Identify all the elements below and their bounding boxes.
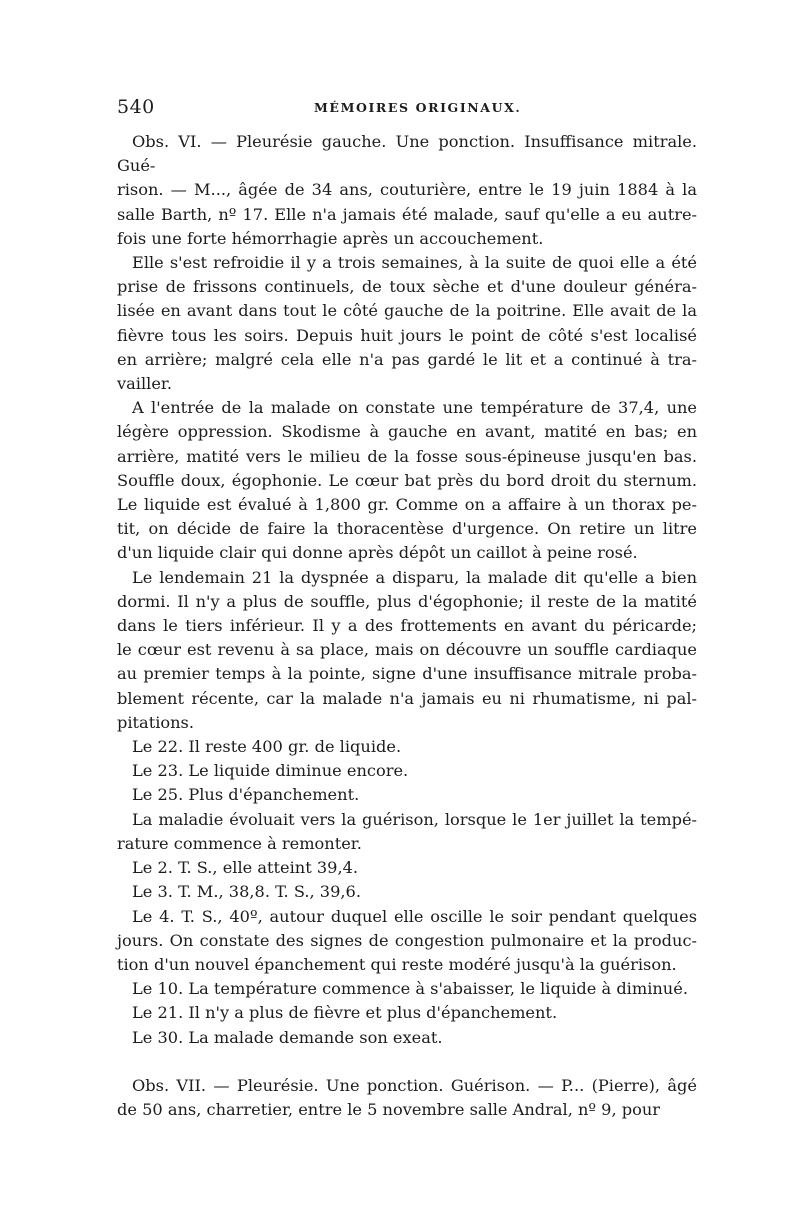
text-line: A l'entrée de la malade on constate une température de 37,4, une — [132, 398, 697, 418]
text-line: Souffle doux, égophonie. Le cœur bat près du bord droit du sternum. — [117, 470, 697, 490]
text-line: tion d'un nouvel épanchement qui reste modéré jusqu'à la guérison. — [117, 954, 677, 974]
text-line: jours. On constate des signes de congestion pulmonaire et la produc- — [117, 930, 697, 950]
text-line: dormi. Il n'y a plus de souffle, plus d'égophonie; il reste de la matité — [117, 591, 697, 611]
text-line: Le lendemain 21 la dyspnée a disparu, la malade dit qu'elle a bien — [132, 567, 697, 587]
text-line: Le 23. Le liquide diminue encore. — [132, 761, 409, 781]
paragraph — [117, 735, 697, 759]
paragraph — [117, 1001, 697, 1025]
text-line: Le 21. Il n'y a plus de fièvre et plus d'épanchement. — [132, 1003, 558, 1023]
text-line: au premier temps à la pointe, signe d'une insuffisance mitrale proba- — [117, 664, 697, 684]
text-line: rature commence à remonter. — [117, 833, 362, 853]
paragraph — [117, 396, 697, 565]
section-gap — [117, 1050, 697, 1074]
paragraph — [117, 1026, 697, 1050]
text-line: vailler. — [117, 374, 173, 394]
paragraph — [117, 880, 697, 904]
text-line: Le liquide est évalué à 1,800 gr. Comme on a affaire à un thorax pe- — [117, 495, 697, 515]
text-line: de 50 ans, charretier, entre le 5 novembre salle Andral, nº 9, pour — [117, 1099, 661, 1119]
observation-6 — [117, 130, 697, 251]
paragraph — [117, 856, 697, 880]
text-line: Le 10. La température commence à s'abaisser, le liquide à diminué. — [132, 979, 688, 999]
text-line: le cœur est revenu à sa place, mais on découvre un souffle cardiaque — [117, 640, 697, 660]
text-line: salle Barth, nº 17. Elle n'a jamais été malade, sauf qu'elle a eu autre- — [117, 204, 697, 224]
observation-6-body — [117, 251, 697, 1050]
text-line: pitations. — [117, 712, 195, 732]
text-line: d'un liquide clair qui donne après dépôt un caillot à peine rosé. — [117, 543, 638, 563]
text-line: légère oppression. Skodisme à gauche en avant, matité en bas; en — [117, 422, 697, 442]
observation-6-heading-paragraph — [117, 130, 697, 251]
paragraph — [117, 783, 697, 807]
text-line: arrière, matité vers le milieu de la fosse sous-épineuse jusqu'en bas. — [117, 446, 697, 466]
text-line: en arrière; malgré cela elle n'a pas gardé le lit et a continué à tra- — [117, 349, 697, 369]
page-number: 540 — [117, 96, 155, 118]
text-line: tit, on décide de faire la thoracentèse d'urgence. On retire un litre — [117, 519, 697, 539]
text-line: La maladie évoluait vers la guérison, lorsque le 1er juillet la tempé- — [132, 809, 697, 829]
text-line: Elle s'est refroidie il y a trois semaines, à la suite de quoi elle a été — [132, 253, 697, 273]
running-title: MÉMOIRES ORIGINAUX. — [314, 100, 522, 115]
paragraph — [117, 977, 697, 1001]
paragraph — [117, 905, 697, 978]
text-line: Obs. VI. — Pleurésie gauche. Une ponction. Insuffisance mitrale. Gué- — [117, 132, 697, 176]
text-line: lisée en avant dans tout le côté gauche de la poitrine. Elle avait de la — [117, 301, 697, 321]
text-line: Le 22. Il reste 400 gr. de liquide. — [132, 737, 402, 757]
paragraph — [117, 759, 697, 783]
text-line: Le 3. T. M., 38,8. T. S., 39,6. — [132, 882, 361, 902]
text-line: dans le tiers inférieur. Il y a des frottements en avant du péricarde; — [117, 616, 697, 636]
text-line: blement récente, car la malade n'a jamais eu ni rhumatisme, ni pal- — [117, 688, 697, 708]
text-line: Le 2. T. S., elle atteint 39,4. — [132, 858, 359, 878]
text-line: Le 4. T. S., 40º, autour duquel elle oscille le soir pendant quelques — [132, 906, 697, 926]
text-line: Le 30. La malade demande son exeat. — [132, 1027, 443, 1047]
body-text — [117, 130, 697, 1122]
text-line: Le 25. Plus d'épanchement. — [132, 785, 360, 805]
text-line: fièvre tous les soirs. Depuis huit jours le point de côté s'est localisé — [117, 325, 697, 345]
paragraph — [117, 808, 697, 856]
observation-7 — [117, 1074, 697, 1122]
text-line: fois une forte hémorrhagie après un accouchement. — [117, 228, 544, 248]
page-header — [117, 96, 697, 122]
text-line: rison. — M..., âgée de 34 ans, couturière, entre le 19 juin 1884 à la — [117, 180, 697, 200]
text-line: Obs. VII. — Pleurésie. Une ponction. Guérison. — P... (Pierre), âgé — [132, 1075, 697, 1095]
text-line: prise de frissons continuels, de toux sèche et d'une douleur généra- — [117, 277, 697, 297]
observation-7-paragraph — [117, 1074, 697, 1122]
paragraph — [117, 566, 697, 735]
paragraph — [117, 251, 697, 396]
